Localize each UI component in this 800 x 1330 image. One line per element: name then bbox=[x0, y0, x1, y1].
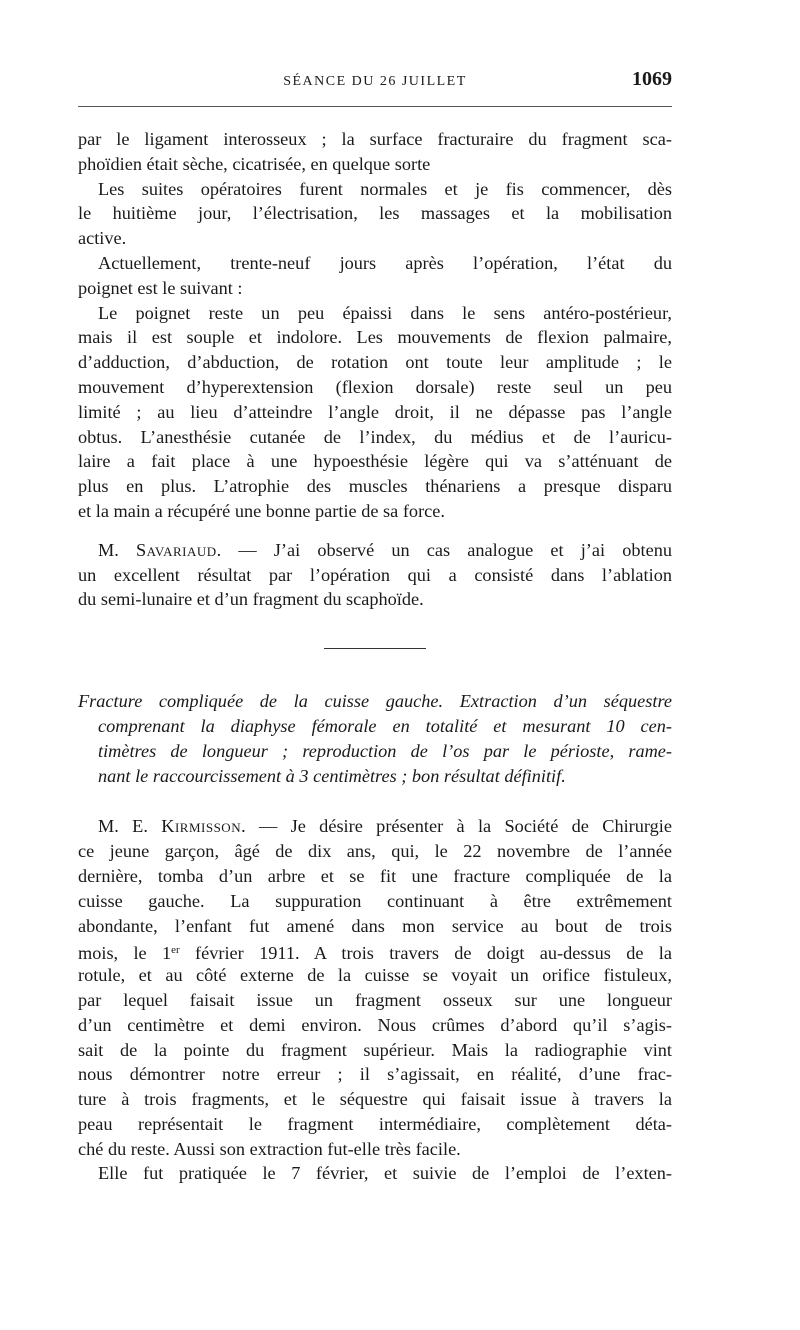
text-line: du semi-lunaire et d’un fragment du scaphoïde. bbox=[78, 589, 424, 610]
spacer bbox=[78, 524, 672, 538]
speaker-text: . — J’ai observé un cas analogue et j’ai obtenu bbox=[216, 539, 672, 560]
spacer bbox=[78, 788, 672, 814]
text-line: Le poignet reste un peu épaissi dans le sens antéro-postérieur, bbox=[98, 302, 672, 323]
text-line bbox=[78, 938, 672, 963]
date-text: mois, le 1 bbox=[78, 943, 172, 964]
text-line: laire a fait place à une hypoesthésie légère qui va s’atténuant de bbox=[78, 451, 672, 472]
text-line: mais il est souple et indolore. Les mouvements de flexion palmaire, bbox=[78, 327, 672, 348]
page-header bbox=[78, 66, 672, 96]
text-line: Les suites opératoires furent normales et je fis commencer, dès bbox=[98, 178, 672, 199]
speaker-prefix: M. E. bbox=[98, 816, 162, 837]
spacer bbox=[78, 612, 672, 648]
section-title-line: nant le raccourcissement à 3 centimètres ; bon résultat définitif. bbox=[98, 765, 566, 786]
date-text-rest: février 1911. A trois travers de doigt au-dessus de la bbox=[179, 943, 672, 964]
page-number: 1069 bbox=[632, 68, 672, 90]
text-line: abondante, l’enfant fut amené dans mon service au bout de trois bbox=[78, 915, 672, 936]
text-line: peau représentait le fragment intermédiaire, complètement déta- bbox=[78, 1113, 672, 1134]
text-line: ché du reste. Aussi son extraction fut-elle très facile. bbox=[78, 1138, 461, 1159]
text-line: plus en plus. L’atrophie des muscles thénariens a presque disparu bbox=[78, 476, 672, 497]
speaker-line bbox=[78, 814, 672, 839]
text-line: Actuellement, trente-neuf jours après l’opération, l’état du bbox=[98, 252, 672, 273]
text-line: rotule, et au côté externe de la cuisse se voyait un orifice fistuleux, bbox=[78, 965, 672, 986]
text-line: active. bbox=[78, 228, 127, 249]
text-line: le huitième jour, l’électrisation, les massages et la mobilisation bbox=[78, 203, 672, 224]
text-line: ture à trois fragments, et le séquestre qui faisait issue à travers la bbox=[78, 1089, 672, 1110]
section-title-line: comprenant la diaphyse fémorale en totalité et mesurant 10 cen- bbox=[98, 715, 672, 736]
text-line: et la main a récupéré une bonne partie de sa force. bbox=[78, 500, 445, 521]
text-line: Elle fut pratiquée le 7 février, et suivie de l’emploi de l’exten- bbox=[98, 1163, 672, 1184]
superscript: er bbox=[171, 944, 180, 957]
text-line: d’adduction, d’abduction, de rotation ont toute leur amplitude ; le bbox=[78, 352, 672, 373]
section-title-line: Fracture compliquée de la cuisse gauche. Extraction d’un séquestre bbox=[78, 691, 672, 712]
speaker-name: Kirmisson bbox=[161, 816, 242, 837]
text-line: par le ligament interosseux ; la surface fracturaire du fragment sca- bbox=[78, 129, 672, 149]
text-line: nous démontrer notre erreur ; il s’agissait, en réalité, d’une frac- bbox=[78, 1064, 672, 1085]
speaker-prefix: M. bbox=[98, 539, 136, 560]
text-line: ce jeune garçon, âgé de dix ans, qui, le 22 novembre de l’année bbox=[78, 841, 672, 862]
text-line: un excellent résultat par l’opération qui a consisté dans l’ablation bbox=[78, 564, 672, 585]
text-line: dernière, tomba d’un arbre et se fit une fracture compliquée de la bbox=[78, 865, 672, 886]
speaker-text: . — Je désire présenter à la Société de Chirurgie bbox=[241, 816, 672, 837]
text-line: obtus. L’anesthésie cutanée de l’index, du médius et de l’auricu- bbox=[78, 426, 672, 447]
page-body bbox=[78, 127, 672, 1186]
text-line: par lequel faisait issue un fragment osseux sur une longueur bbox=[78, 989, 672, 1010]
text-line: d’un centimètre et demi environ. Nous crûmes d’abord qu’il s’agis- bbox=[78, 1014, 672, 1035]
speaker-line bbox=[78, 538, 672, 563]
speaker-name: Savariaud bbox=[135, 539, 217, 560]
text-line: limité ; au lieu d’atteindre l’angle droit, il ne dépasse pas l’angle bbox=[78, 401, 672, 422]
text-line: phoïdien était sèche, cicatrisée, en quelque sorte bbox=[78, 153, 431, 174]
section-title-line: timètres de longueur ; reproduction de l’os par le périoste, rame- bbox=[98, 740, 672, 761]
spacer bbox=[78, 649, 672, 689]
running-title: SÉANCE DU 26 JUILLET bbox=[283, 74, 467, 89]
text-line: poignet est le suivant : bbox=[78, 277, 243, 298]
text-line: cuisse gauche. La suppuration continuant à être extrêmement bbox=[78, 890, 672, 911]
header-rule bbox=[78, 106, 672, 107]
text-line: sait de la pointe du fragment supérieur. Mais la radiographie vint bbox=[78, 1039, 672, 1060]
text-line: mouvement d’hyperextension (flexion dorsale) reste seul un peu bbox=[78, 376, 672, 397]
